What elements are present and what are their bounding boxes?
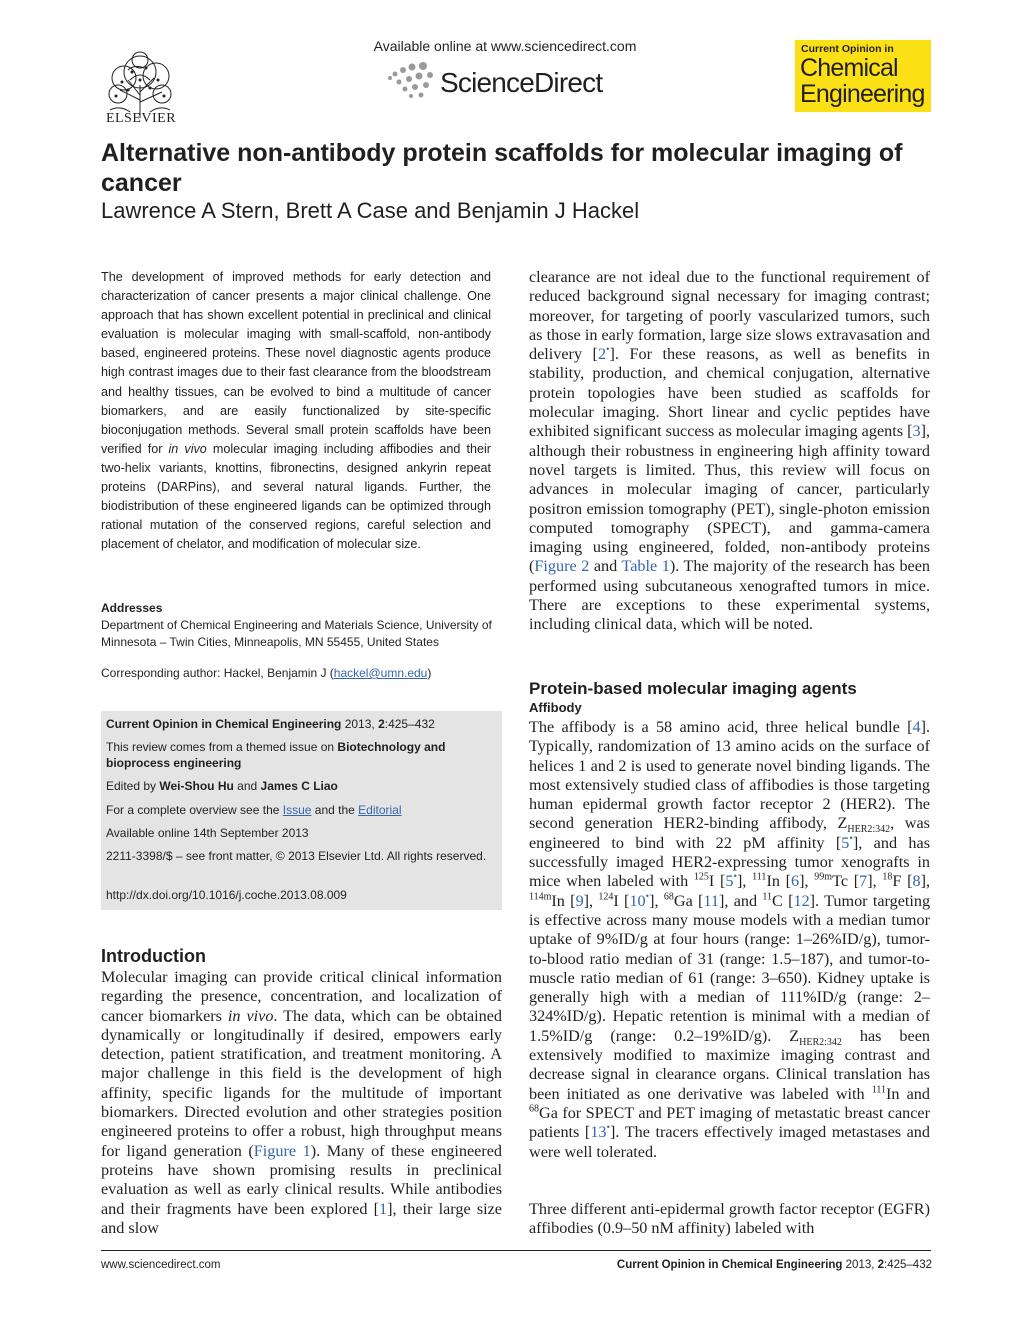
footer-citation: Current Opinion in Chemical Engineering 2013, 2:425–432 <box>616 1259 932 1271</box>
journal-logo-box <box>795 40 931 112</box>
addresses-heading: Addresses <box>101 601 163 615</box>
affibody-paragraph: The affibody is a 58 amino acid, three helical bundle [4]. Typically, randomization of 13 amino acids on the surface of helices 1 and 2 is used to generate novel binding ligands. The most extensively studied class of affibodies is those targeting human epidermal growth factor receptor 2 (HER2). The second generation HER2-binding affibody, $Z_{HER2:342}$, was engineered to bind with 22 pM affinity [5•], and has successfully imaged HER2-expressing tumor xenografts in mice when labeled with $^{125}$I [5•], $^{111}$In [6], $^{99m}$Tc [7], $^{18}$F [8], $^{114m}$In [9], $^{124}$I [10•], $^{68}$Ga [11], and $^{11}$C [12]. Tumor targeting is effective across many mouse models with a median tumor uptake of 9%ID/g at four hours (range: 1–26%ID/g), tumor-to-blood ratio median of 31 (range: 1.5–187), and tumor-to-muscle ratio median of 61 (range: 3–650). Kidney uptake is generally high with a median of 111%ID/g (range: 2–324%ID/g). Hepatic retention is minimal with a median of 1.5%ID/g (range: 0.2–19%ID/g). $Z_{HER2:342}$ has been extensively modified to maximize imaging contrast and decrease signal in clearance organs. Clinical translation has been initiated as one derivative was labeled with $^{111}$In and $^{68}$Ga for SPECT and PET imaging of metastatic breast cancer patients [13•]. The tracers effectively imaged metastases and were well tolerated. <box>529 718 931 1161</box>
journal-logo-line1: Chemical <box>800 54 898 82</box>
journal-logo-small: Current Opinion in <box>801 43 894 55</box>
infobox-rights: 2211-3398/$ – see front matter, © 2013 Elsevier Ltd. All rights reserved. <box>106 849 487 863</box>
editorial-link[interactable]: Editorial <box>358 803 402 817</box>
right-paragraph-1: clearance are not ideal due to the functional requirement of reduced background signal necessary for imaging contrast; moreover, for targeting of poorly vascularized tumors, such as those in early formation, large size slows extravasation and delivery [2•]. For these reasons, as well as benefits in stability, production, and chemical conjugation, alternative protein topologies have been studied as scaffolds for molecular imaging. Short linear and cyclic peptides have exhibited significant success as molecular imaging agents [3], although their robustness in engineering high affinity toward novel targets is limited. Thus, this review will focus on advances in molecular imaging of cancer, particularly positron emission tomography (PET), single-photon emission computed tomography (SPECT), and gamma-camera imaging using engineered, folded, non-antibody proteins (Figure 2 and Table 1). The majority of the research has been performed using subcutaneous xenografted tumors in mice. There are exceptions to these experimental systems, including clinical data, which will be noted. <box>529 268 931 634</box>
intro-paragraph: Molecular imaging can provide critical clinical information regarding the presence, concentration, and localization of cancer biomarkers in vivo. The data, which can be obtained dynamically or longitudinally if desired, empowers early detection, patient stratification, and treatment monitoring. A major challenge in this field is the development of high affinity, specific ligands for the multitude of important biomarkers. Directed evolution and other strategies position engineered proteins to offer a robust, high throughput means for ligand generation (Figure 1). Many of these engineered proteins have shown promising results in preclinical evaluation as well as early clinical results. While antibodies and their fragments have been explored [1], their large size and slow <box>101 968 502 1237</box>
figure2-link[interactable]: Figure 2 <box>534 557 590 576</box>
figure1-link[interactable]: Figure 1 <box>253 1141 311 1160</box>
subsection-heading: Affibody <box>529 700 582 715</box>
ref-link[interactable]: 1 <box>379 1199 388 1218</box>
ref-link[interactable]: 11 <box>703 891 720 910</box>
article-authors: Lawrence A Stern, Brett A Case and Benjamin J Hackel <box>101 198 640 223</box>
ref-link[interactable]: 6 <box>791 872 800 891</box>
infobox-theme: This review comes from a themed issue on Biotechnology and bioprocess engineering <box>106 740 446 770</box>
sciencedirect-wordmark: ScienceDirect <box>440 67 603 98</box>
article-title: Alternative non-antibody protein scaffolds for molecular imaging of cancer <box>101 139 903 197</box>
footer-url: www.sciencedirect.com <box>101 1259 221 1271</box>
email-link[interactable]: hackel@umn.edu <box>333 666 428 680</box>
ref-link[interactable]: 8 <box>912 872 921 891</box>
journal-logo-line2: Engineering <box>800 80 925 108</box>
doi-link[interactable]: http://dx.doi.org/10.1016/j.coche.2013.08.009 <box>106 888 347 902</box>
footer-rule <box>101 1250 931 1251</box>
ref-link[interactable]: 13• <box>590 1122 611 1142</box>
infobox-citation: Current Opinion in Chemical Engineering 2013, 2:425–432 <box>106 717 435 731</box>
issue-link[interactable]: Issue <box>282 803 312 817</box>
abstract: The development of improved methods for early detection and characterization of cancer presents a major clinical challenge. One approach that has shown excellent potential in preclinical and clinical evaluation is molecular imaging with small-scaffold, non-antibody based, engineered proteins. These novel diagnostic agents produce high contrast images due to their fast clearance from the bloodstream and healthy tissues, can be evolved to bind a multitude of cancer biomarkers, and are easily functionalized by site-specific bioconjugation methods. Several small protein scaffolds have been verified for in vivo molecular imaging including affibodies and their two-helix variants, knottins, fibronectins, designed ankyrin repeat proteins (DARPins), and several natural ligands. Further, the biodistribution of these engineered ligands can be optimized through rational mutation of the conserved regions, careful selection and placement of chelator, and modification of molecular size. <box>101 270 491 552</box>
infobox-editors: Edited by Wei-Shou Hu and James C Liao <box>106 779 338 793</box>
ref-link[interactable]: 2• <box>597 344 610 364</box>
addresses: Department of Chemical Engineering and Materials Science, University of Minnesota – Twin Cities, Minneapolis, MN 55455, United States <box>101 618 492 649</box>
egfr-paragraph: Three different anti-epidermal growth factor receptor (EGFR) affibodies (0.9–50 nM affinity) labeled with <box>529 1200 930 1238</box>
intro-heading: Introduction <box>101 946 206 966</box>
infobox-overview: For a complete overview see the Issue and the Editorial <box>106 803 402 817</box>
ref-link[interactable]: 5• <box>725 871 738 891</box>
ref-link[interactable]: 3 <box>912 422 921 441</box>
corresponding-author: Corresponding author: Hackel, Benjamin J (hackel@umn.edu) <box>101 666 432 680</box>
ref-link[interactable]: 5• <box>841 833 853 852</box>
ref-link[interactable]: 12 <box>793 891 810 910</box>
ref-link[interactable]: 9 <box>575 891 584 910</box>
ref-link[interactable]: 4 <box>912 718 921 736</box>
infobox-available: Available online 14th September 2013 <box>106 826 309 840</box>
article-info-box <box>101 711 502 910</box>
ref-link[interactable]: 7 <box>859 872 868 891</box>
ref-link[interactable]: 10• <box>629 891 650 910</box>
available-online-text: Available online at www.sciencedirect.com <box>373 38 637 54</box>
publisher-wordmark: ELSEVIER <box>105 111 177 126</box>
table1-link[interactable]: Table 1 <box>621 557 670 576</box>
section-heading: Protein-based molecular imaging agents <box>529 679 857 698</box>
